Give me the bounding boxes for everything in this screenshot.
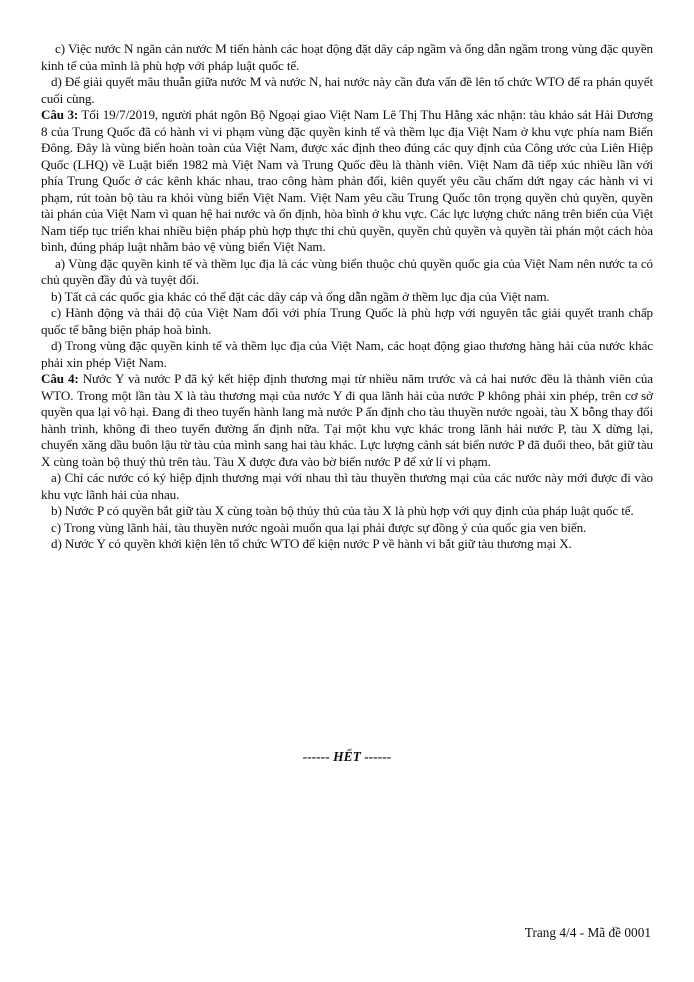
q4-option-b: b) Nước P có quyền bắt giữ tàu X cùng toàn bộ thủy thủ của tàu X là phù hợp với quy định của pháp luật quốc tế. (51, 503, 634, 518)
q3-option-d: d) Trong vùng đặc quyền kinh tế và thềm lục địa của Việt Nam, các hoạt động giao thương hàng hải của nước khác phải xin phép Việt Nam. (41, 338, 653, 370)
q4-label: Câu 4: (41, 371, 79, 386)
q3-label: Câu 3: (41, 107, 79, 122)
q3-stem-text: Tối 19/7/2019, người phát ngôn Bộ Ngoại giao Việt Nam Lê Thị Thu Hằng xác nhận: tàu khảo sát Hải Dương 8 của Trung Quốc đã có hành vi vi phạm vùng đặc quyền kinh tế và thềm lục địa Việt Nam ở khu vực phía nam Biển Đông. Đây là vùng biển hoàn toàn của Việt Nam, được xác định theo đúng các quy định của Công ước của Liên Hiệp Quốc (LHQ) về Luật biển 1982 mà Việt Nam và Trung Quốc đều là thành viên. Việt Nam đã tiếp xúc nhiều lần với phía Trung Quốc ở các kênh khác nhau, trao công hàm phản đối, kiên quyết yêu cầu chấm dứt ngay các hành vi vi phạm, rút toàn bộ tàu ra khỏi vùng biển Việt Nam. Việt Nam yêu cầu Trung Quốc tôn trọng quyền chủ quyền, quyền tài phán của Việt Nam vì quan hệ hai nước và ổn định, hòa bình ở khu vực. Các lực lượng chức năng trên biển của Việt Nam tiếp tục triển khai nhiều biện pháp phù hợp thực thi chủ quyền, quyền chủ quyền và quyền tài phán một cách hòa bình, đúng pháp luật nhằm bảo vệ vùng biển Việt Nam. (41, 107, 654, 254)
q4-stem (41, 371, 653, 470)
q2-option-c: c) Việc nước N ngăn cản nước M tiến hành các hoạt động đặt dây cáp ngầm và ống dẫn ngầm trong vùng đặc quyền kinh tế của mình là phù hợp với pháp luật quốc tế. (41, 41, 653, 73)
q3-option-c: c) Hành động và thái độ của Việt Nam đối với phía Trung Quốc là phù hợp với nguyên tắc giải quyết tranh chấp quốc tế bằng biện pháp hoà bình. (41, 305, 653, 337)
q3-option-b: b) Tất cả các quốc gia khác có thể đặt các dây cáp và ống dẫn ngầm ở thềm lục địa của Việt nam. (51, 288, 550, 304)
q4-option-d: d) Nước Y có quyền khởi kiện lên tổ chức WTO để kiện nước P về hành vi bắt giữ tàu thương mại X. (51, 536, 572, 551)
exam-page-body (41, 41, 653, 553)
page-footer: Trang 4/4 - Mã đề 0001 (524, 925, 651, 940)
q3-stem (41, 107, 653, 256)
q3-option-a: a) Vùng đặc quyền kinh tế và thềm lục địa là các vùng biển thuộc chủ quyền quốc gia của Việt Nam nên nước ta có chủ quyền đầy đủ và tuyệt đối. (41, 255, 653, 287)
q4-option-a: a) Chỉ các nước có ký hiệp định thương mại với nhau thì tàu thuyền thương mại của các nước này mới được đi vào khu vực lãnh hải của nhau. (41, 470, 653, 502)
q2-option-d: d) Để giải quyết mâu thuẫn giữa nước M và nước N, hai nước này cần đưa vấn đề lên tổ chức WTO để ra phán quyết cuối cùng. (41, 74, 653, 106)
q4-stem-text: Nước Y và nước P đã ký kết hiệp định thương mại từ nhiều năm trước và cả hai nước đều là thành viên của WTO. Trong một lần tàu X là tàu thương mại của nước Y đi qua lãnh hải của nước P không phải xin phép, trên cơ sở quyền qua lại vô hại. Đang đi theo tuyến hành lang mà nước P ấn định cho tàu thuyền nước ngoài, tàu X bỗng thay đổi hành trình, không đi theo tuyến đường ấn định nữa. Tại một khu vực khác trong lãnh hải nước P, tàu X dừng lại, chuyển xăng dầu buôn lậu từ tàu của mình sang hai tàu khác. Lực lượng cảnh sát biển nước P đã đuổi theo, bắt giữ tàu X cùng toàn bộ thuỷ thủ trên tàu. Tàu X được đưa vào bờ biển nước P để xử lí vi phạm. (41, 371, 653, 469)
end-of-exam-mark: ------ HẾT ------ (302, 749, 392, 764)
q4-option-c: c) Trong vùng lãnh hải, tàu thuyền nước ngoài muốn qua lại phải được sự đồng ý của quốc gia ven biển. (51, 519, 587, 535)
